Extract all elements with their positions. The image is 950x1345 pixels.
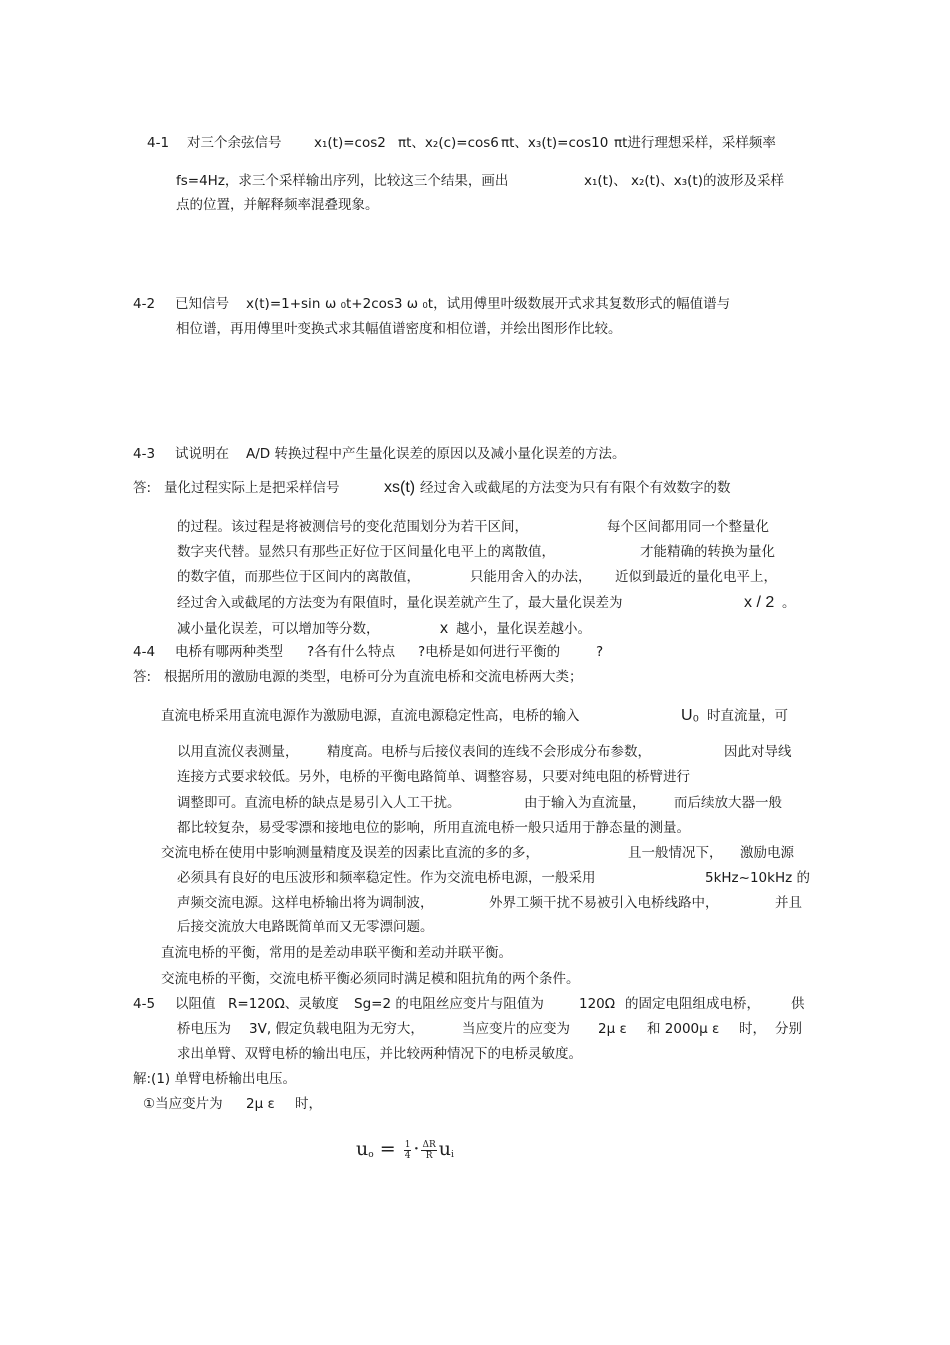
- q43-text: 试说明在: [175, 446, 229, 462]
- q45-text: 120Ω: [579, 996, 616, 1012]
- q44-answer: 声频交流电源。这样电桥输出将为调制波，: [177, 895, 434, 911]
- q41-text: fs=4Hz，求三个采样输出序列，比较这三个结果，画出: [176, 173, 509, 189]
- answer-label: 答:: [133, 669, 152, 685]
- q43-answer: 经过舍入或截尾的方法变为有限值时，量化误差就产生了，最大量化误差为: [177, 595, 623, 611]
- q43-answer: 越小，量化误差越小。: [456, 621, 591, 637]
- q43-answer: 数字夹代替。显然只有那些正好位于区间量化电平上的离散值，: [177, 544, 555, 560]
- q44-answer: 激励电源: [740, 845, 794, 861]
- q44-text: ?: [596, 644, 604, 660]
- q44-answer: 根据所用的激励电源的类型，电桥可分为直流电桥和交流电桥两大类；: [164, 669, 583, 685]
- q45-text: 3V, 假定负载电阻为无穷大，: [249, 1021, 424, 1037]
- q45-number: 4-5: [133, 996, 156, 1012]
- q41-text: 点的位置，并解释频率混叠现象。: [176, 197, 379, 213]
- q45-text: 供: [791, 996, 805, 1012]
- q43-answer: 减小量化误差，可以增加等分数，: [177, 621, 380, 637]
- q44-answer: 直流电桥采用直流电源作为激励电源，直流电源稳定性高，电桥的输入: [161, 708, 580, 724]
- q43-answer: 。: [782, 595, 796, 611]
- q44-answer: 时直流量，可: [707, 708, 788, 724]
- formula-rhs: u: [438, 1138, 451, 1160]
- q45-text: 时，: [739, 1021, 766, 1037]
- q41-text: 对三个余弦信号: [187, 135, 282, 151]
- solution-step: 时，: [295, 1096, 322, 1112]
- q44-answer: 连接方式要求较低。另外，电桥的平衡电路简单、调整容易，只要对纯电阻的桥臂进行: [177, 769, 690, 785]
- formula-fraction-dr-r: $\frac{\Delta R}{R}$: [422, 1139, 436, 1161]
- solution-heading: 解:(1) 单臂电桥输出电压。: [133, 1071, 296, 1087]
- formula-lhs-sub: o: [368, 1150, 374, 1160]
- q42-signal: x(t)=1+sin: [246, 296, 321, 312]
- q45-text: 当应变片的应变为: [462, 1021, 570, 1037]
- q43-answer: 的数字值，而那些位于区间内的离散值，: [177, 569, 420, 585]
- q44-answer: 后接交流放大电路既简单而又无零漂问题。: [177, 919, 434, 935]
- answer-label: 答:: [133, 480, 152, 496]
- q41-number: 4-1: [147, 135, 170, 151]
- q45-text: 桥电压为: [177, 1021, 231, 1037]
- formula-dot: ·: [413, 1138, 420, 1160]
- formula-fraction-quarter: $\frac{1}{4}$: [404, 1139, 411, 1161]
- q45-text: Sg=2 的电阻丝应变片与阻值为: [354, 996, 544, 1012]
- q41-text: x₁(t)、 x₂(t)、x₃(t)的波形及采样: [584, 173, 784, 189]
- q44-answer: 精度高。电桥与后接仪表间的连线不会形成分布参数，: [327, 744, 651, 760]
- q44-answer: 交流电桥在使用中影响测量精度及误差的因素比直流的多的多，: [161, 845, 539, 861]
- q42-number: 4-2: [133, 296, 156, 312]
- q44-number: 4-4: [133, 644, 156, 660]
- formula-equals: =: [379, 1138, 396, 1160]
- q44-text: ?各有什么特点: [307, 644, 396, 660]
- q44-answer: 由于输入为直流量，: [524, 795, 646, 811]
- q42-text: 相位谱，再用傅里叶变换式求其幅值谱密度和相位谱，并绘出图形作比较。: [176, 321, 622, 337]
- q43-symbol-half: x / 2: [744, 594, 775, 611]
- q43-text: A/D 转换过程中产生量化误差的原因以及减小量化误差的方法。: [246, 446, 626, 462]
- q43-answer: 近似到最近的量化电平上，: [615, 569, 777, 585]
- q43-symbol-x: x: [440, 620, 448, 637]
- q45-text: 分别: [775, 1021, 802, 1037]
- q44-answer: 直流电桥的平衡，常用的是差动串联平衡和差动并联平衡。: [161, 945, 512, 961]
- q44-text: 电桥有哪两种类型: [175, 644, 283, 660]
- formula-rhs-sub: i: [451, 1150, 454, 1160]
- q44-symbol-u0: U₀: [681, 707, 700, 724]
- q41-signal-3: πt、x₃(t)=cos10: [501, 135, 609, 151]
- q44-answer: 5kHz~10kHz 的: [705, 870, 810, 886]
- q45-text: 的固定电阻组成电桥，: [625, 996, 760, 1012]
- solution-step: ①当应变片为: [143, 1096, 223, 1112]
- q41-signal-1: x₁(t)=cos2: [314, 135, 386, 151]
- q42-text: 已知信号: [175, 296, 229, 312]
- solution-step: 2μ ε: [246, 1096, 275, 1112]
- bridge-output-formula: [356, 1138, 454, 1161]
- q44-answer: 调整即可。直流电桥的缺点是易引入人工干扰。: [177, 795, 461, 811]
- q41-signal-2: πt、x₂(c)=cos6: [398, 135, 499, 151]
- q44-answer: 都比较复杂，易受零漂和接地电位的影响，所用直流电桥一般只适用于静态量的测量。: [177, 820, 690, 836]
- q44-answer: 并且: [775, 895, 802, 911]
- q45-text: 以阻值: [175, 996, 216, 1012]
- q45-text: 和 2000μ ε: [647, 1021, 720, 1037]
- q45-text: R=120Ω、灵敏度: [228, 996, 339, 1012]
- q44-text: ?电桥是如何进行平衡的: [418, 644, 561, 660]
- q41-text: πt进行理想采样，采样频率: [614, 135, 776, 151]
- q43-answer: 才能精确的转换为量化: [640, 544, 775, 560]
- q44-answer: 且一般情况下，: [628, 845, 723, 861]
- formula-lhs: u: [356, 1138, 369, 1160]
- q44-answer: 因此对导线: [724, 744, 792, 760]
- q45-text: 求出单臂、双臂电桥的输出电压，并比较两种情况下的电桥灵敏度。: [177, 1046, 582, 1062]
- q44-answer: 交流电桥的平衡，交流电桥平衡必须同时满足模和阻抗角的两个条件。: [161, 971, 580, 987]
- q43-answer: 量化过程实际上是把采样信号: [164, 480, 340, 496]
- q44-answer: 以用直流仪表测量，: [177, 744, 299, 760]
- q43-answer: 的过程。该过程是将被测信号的变化范围划分为若干区间，: [177, 519, 528, 535]
- q45-text: 2μ ε: [598, 1021, 627, 1037]
- q43-answer: 每个区间都用同一个整量化: [607, 519, 769, 535]
- q44-answer: 而后续放大器一般: [674, 795, 782, 811]
- q44-answer: 必须具有良好的电压波形和频率稳定性。作为交流电桥电源，一般采用: [177, 870, 596, 886]
- q42-text: ω ₀t+2cos3 ω ₀t，试用傅里叶级数展开式求其复数形式的幅值谱与: [325, 296, 731, 312]
- q43-answer: 只能用舍入的办法，: [470, 569, 592, 585]
- q43-symbol-xs: xs(t): [384, 479, 416, 496]
- q43-number: 4-3: [133, 446, 156, 462]
- q43-answer: 经过舍入或截尾的方法变为只有有限个有效数字的数: [420, 480, 731, 496]
- q44-answer: 外界工频干扰不易被引入电桥线路中，: [489, 895, 719, 911]
